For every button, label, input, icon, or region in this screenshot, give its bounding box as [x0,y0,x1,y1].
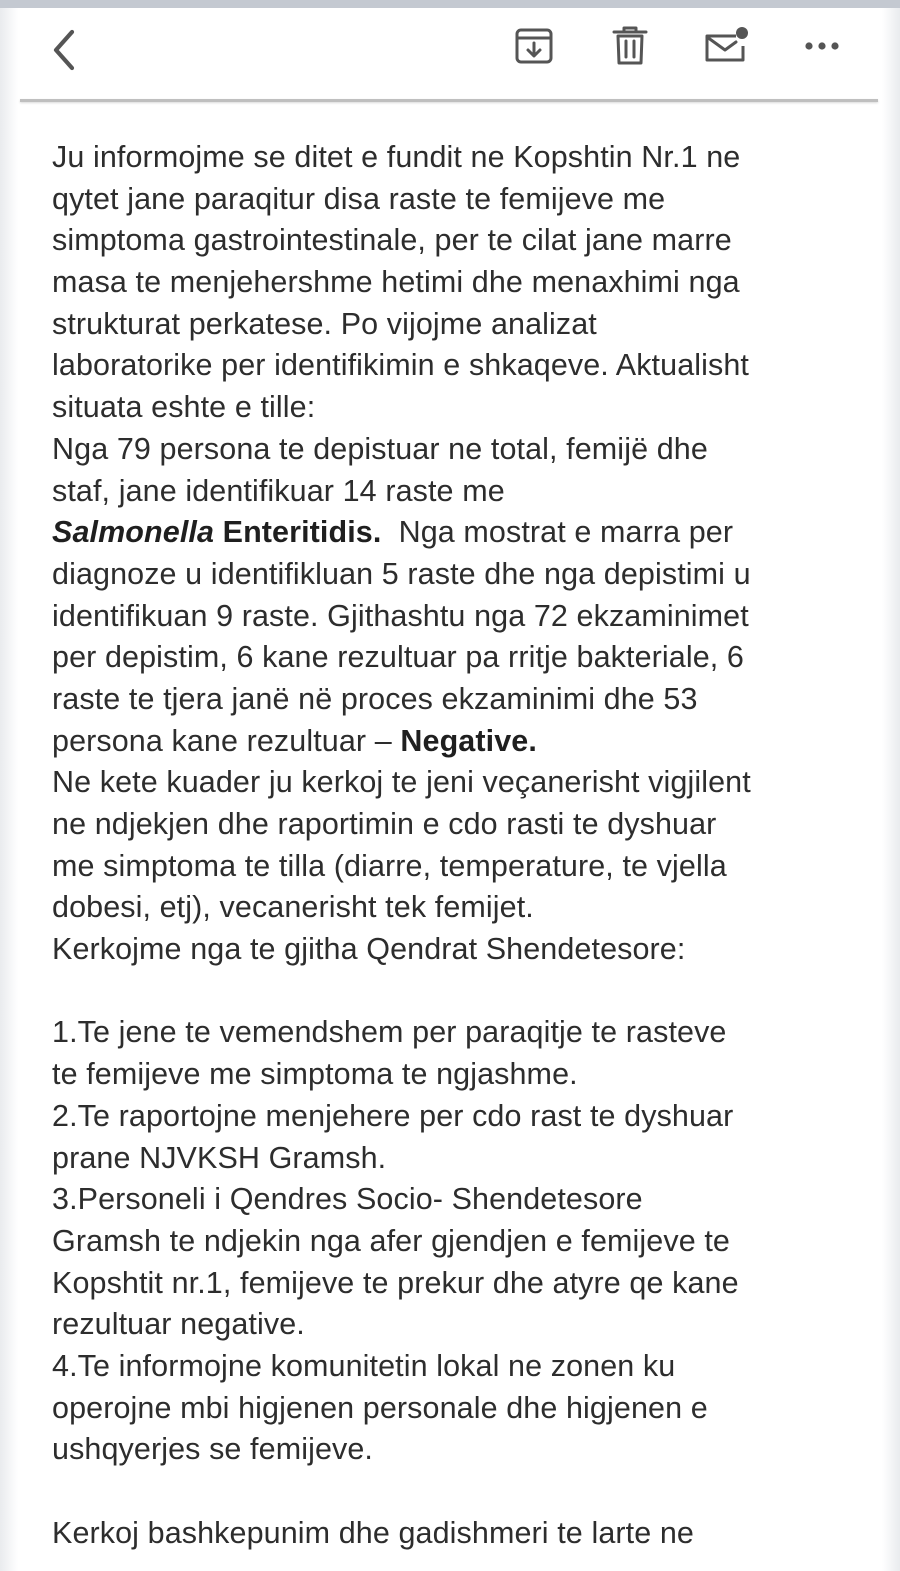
body-line: laboratorike per identifikimin e shkaqeve. Aktualisht [52,348,750,383]
pathogen-serovar: Enteritidis. [222,515,382,550]
body-line: me simptoma te tilla (diarre, temperature, te vjella [52,848,727,883]
negative-prefix: persona kane rezultuar – [52,723,392,758]
body-line: qytet jane paraqitur disa raste te femijeve me [52,181,666,216]
list-line: 3.Personeli i Qendres Socio- Shendetesore [52,1182,643,1217]
body-line: dobesi, etj), vecanerisht tek femijet. [52,890,534,925]
body-line: raste te tjera janë në proces ekzaminimi dhe 53 [52,681,698,716]
window-frame-right [882,8,900,1571]
body-line: strukturat perkatese. Po vijojme analizat [52,306,597,341]
more-horizontal-icon [804,40,840,52]
email-toolbar [18,8,882,98]
archive-button[interactable] [510,22,558,70]
body-line: ne ndjekjen dhe raportimin e cdo rasti te dyshuar [52,807,717,841]
list-line: Kopshtit nr.1, femijeve te prekur dhe atyre qe kane [52,1265,739,1300]
body-line: Nga 79 persona te depistuar ne total, femijë dhe [52,431,708,466]
body-line: diagnoze u identifikluan 5 raste dhe nga depistimi u [52,556,751,591]
negative-line [52,721,862,763]
list-line: 1.Te jene te vemendshem per paraqitje te rasteve [52,1015,727,1050]
pathogen-tail: Nga mostrat e marra per [398,515,734,550]
trash-icon [610,25,650,67]
closing-line: Kerkoj bashkepunim dhe gadishmeri te larte ne [52,1515,694,1550]
delete-button[interactable] [606,22,654,70]
mail-unread-icon [702,24,750,68]
back-button[interactable] [42,18,86,82]
list-line: operojne mbi higjenen personale dhe higjenen e [52,1390,708,1425]
mark-unread-button[interactable] [700,20,752,72]
body-line: staf, jane identifikuar 14 raste me [52,473,505,508]
pathogen-genus: Salmonella [52,515,215,550]
paragraph-spacer [52,971,862,1013]
list-line: 4.Te informojne komunitetin lokal ne zonen ku [52,1348,676,1383]
body-line: situata eshte e tille: [52,390,316,425]
list-line: prane NJVKSH Gramsh. [52,1140,387,1175]
body-line: Ne kete kuader ju kerkoj te jeni veçanerisht vigjilent [52,765,751,800]
list-line: Gramsh te ndjekin nga afer gjendjen e femijeve te [52,1223,730,1258]
more-options-button[interactable] [798,22,846,70]
list-line: 2.Te raportojne menjehere per cdo rast te dyshuar [52,1098,734,1133]
list-line: te femijeve me simptoma te ngjashme. [52,1057,578,1092]
chevron-left-icon [51,29,77,71]
body-line: simptoma gastrointestinale, per te cilat jane marre [52,223,732,258]
window-frame-left [0,8,18,1571]
paragraph-spacer [52,1471,862,1513]
toolbar-divider [20,99,878,102]
archive-download-icon [514,26,554,66]
email-body [52,137,862,1554]
body-line: per depistim, 6 kane rezultuar pa rritje bakteriale, 6 [52,640,744,675]
body-line: masa te menjehershme hetimi dhe menaxhimi nga [52,265,740,300]
body-line: Ju informojme se ditet e fundit ne Kopshtin Nr.1 ne [52,140,741,174]
body-line: identifikuan 9 raste. Gjithashtu nga 72 ekzaminimet [52,598,749,633]
body-line: Kerkojme nga te gjitha Qendrat Shendetesore: [52,932,686,967]
pathogen-line [52,512,862,554]
window-top-border [0,0,900,8]
list-line: rezultuar negative. [52,1307,305,1342]
list-line: ushqyerjes se femijeve. [52,1432,374,1467]
negative-word: Negative. [400,723,537,758]
